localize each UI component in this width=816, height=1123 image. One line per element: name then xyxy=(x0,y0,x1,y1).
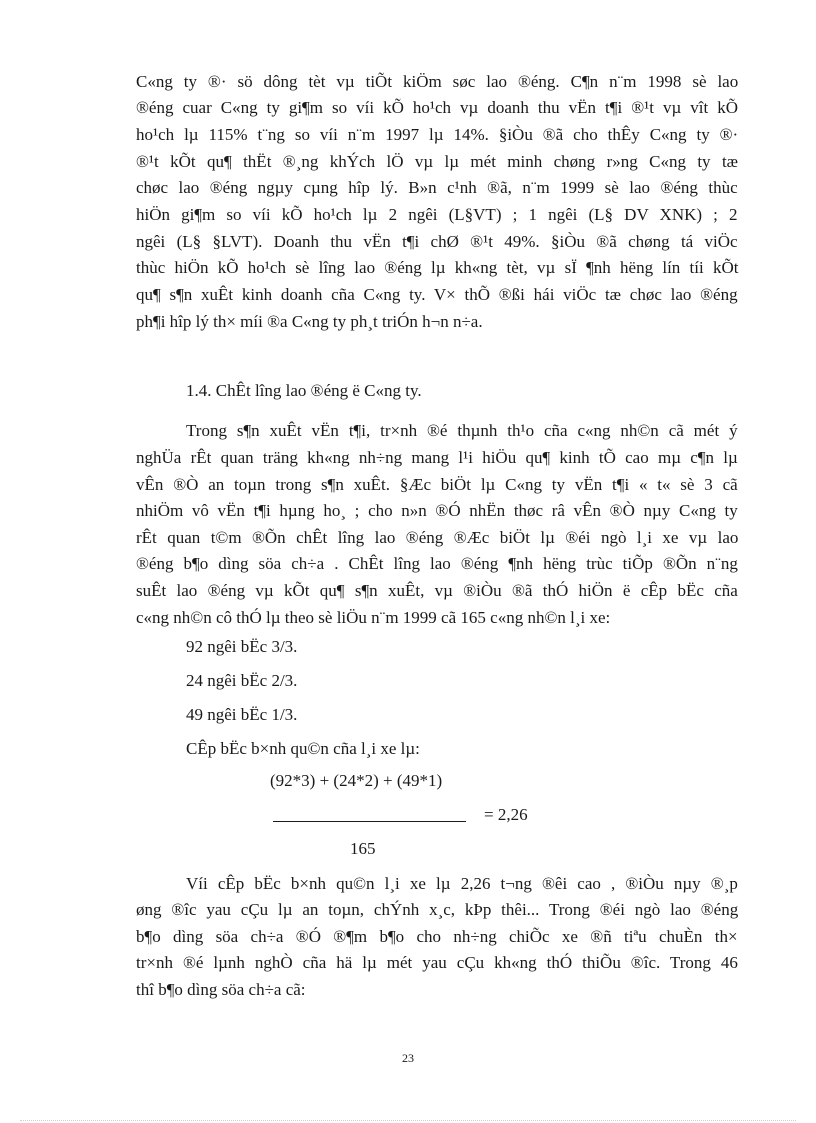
text-line: thùc hiÖn kÕ ho¹ch sè lîng lao ®éng lµ kh«ng tèt, vµ sÏ ¶nh hëng lín tíi kÕt xyxy=(136,258,739,277)
section-heading: 1.4. ChÊt lîng lao ®éng ë C«ng ty. xyxy=(186,381,422,400)
page-bottom-rule xyxy=(20,1120,796,1121)
text-line: C«ng ty ®· sö dông tèt vµ tiÕt kiÖm søc lao ®éng. C¶n n¨m 1998 sè lao xyxy=(136,72,739,91)
list-item: 24 ngêi bËc 2/3. xyxy=(186,671,298,690)
text-line: ho¹ch lµ 115% t¨ng so víi n¨m 1997 lµ 14%. §iÒu ®ã cho thÊy C«ng ty ®· xyxy=(136,125,739,144)
text-line: øng ®îc yau cÇu lµ an toµn, chÝnh x¸c, kÞp thêi... Trong ®éi ngò lao ®éng xyxy=(136,900,739,919)
text-line: nghÜa rÊt quan träng kh«ng nh÷ng mang l¹i hiÖu qu¶ kinh tÕ cao mµ c¶n lµ xyxy=(136,448,738,467)
average-grade-label: CÊp bËc b×nh qu©n cña l¸i xe lµ: xyxy=(186,739,420,758)
text-line: b¶o dìng söa ch÷a ®Ó ®¶m b¶o cho nh÷ng chiÕc xe ®ñ tiªu chuÈn th× xyxy=(136,927,738,946)
text-line: ®éng cuar C«ng ty gi¶m so víi kÕ ho¹ch vµ doanh thu vËn t¶i ®¹t vµ vît kÕ xyxy=(136,98,739,117)
list-item: 92 ngêi bËc 3/3. xyxy=(186,637,298,656)
list-item: 49 ngêi bËc 1/3. xyxy=(186,705,298,724)
text-line: nhiÖm vô vËn t¶i hµng ho¸ ; cho n»n ®Ó nhËn thøc râ vÊn ®Ò nµy C«ng ty xyxy=(136,501,738,520)
text-line: ph¶i hîp lý th× míi ®a C«ng ty ph¸t triÓn h¬n n÷a. xyxy=(136,312,483,331)
formula-denominator: 165 xyxy=(350,839,376,858)
text-line: ngêi (L§ §LVT). Doanh thu vËn t¶i chØ ®¹t 49%. §iÒu ®ã chøng tá viÖc xyxy=(136,232,738,251)
text-line: tr×nh ®é lµnh nghÒ cña hä lµ mét yau cÇu kh«ng thÓ thiÕu ®îc. Trong 46 xyxy=(136,953,738,972)
text-line: vÊn ®Ò an toµn trong s¶n xuÊt. §Æc biÖt lµ C«ng ty vËn t¶i « t« sè 3 cã xyxy=(136,475,738,494)
fraction-bar xyxy=(273,821,466,822)
text-line: rÊt quan t©m ®Õn chÊt lîng lao ®éng ®Æc biÖt lµ ®éi ngò l¸i xe vµ lao xyxy=(136,528,739,547)
formula-result: = 2,26 xyxy=(484,805,528,824)
text-line: ®éng b¶o dìng söa ch÷a . ChÊt lîng lao ®éng ¶nh hëng trùc tiÕp ®Õn n¨ng xyxy=(136,554,738,573)
text-line: suÊt lao ®éng vµ kÕt qu¶ s¶n xuÊt, vµ ®iÒu ®ã thÓ hiÖn ë cÊp bËc cña xyxy=(136,581,738,600)
formula-numerator: (92*3) + (24*2) + (49*1) xyxy=(270,771,443,790)
text-line: Víi cÊp bËc b×nh qu©n l¸i xe lµ 2,26 t¬ng ®êi cao , ®iÒu nµy ®¸p xyxy=(186,874,738,893)
text-line: qu¶ s¶n xuÊt kinh doanh cña C«ng ty. V× thÕ ®ßi hái viÖc tæ chøc lao ®éng xyxy=(136,285,738,304)
text-line: ®¹t kÕt qu¶ thËt ®¸ng khÝch lÖ vµ lµ mét minh chøng r»ng C«ng ty tæ xyxy=(136,152,739,171)
page-number: 23 xyxy=(402,1051,414,1065)
text-line: Trong s¶n xuÊt vËn t¶i, tr×nh ®é thµnh th¹o cña c«ng nh©n cã mét ý xyxy=(186,421,738,440)
text-line: chøc lao ®éng ngµy cµng hîp lý. B»n c¹nh ®ã, n¨m 1999 sè lao ®éng thùc xyxy=(136,178,738,197)
text-line: c«ng nh©n cô thÓ lµ theo sè liÖu n¨m 1999 cã 165 c«ng nh©n l¸i xe: xyxy=(136,608,611,627)
text-line: thî b¶o dìng söa ch÷a cã: xyxy=(136,980,306,999)
text-line: hiÖn gi¶m so víi kÕ ho¹ch lµ 2 ngêi (L§VT) ; 1 ngêi (L§ DV XNK) ; 2 xyxy=(136,205,738,224)
